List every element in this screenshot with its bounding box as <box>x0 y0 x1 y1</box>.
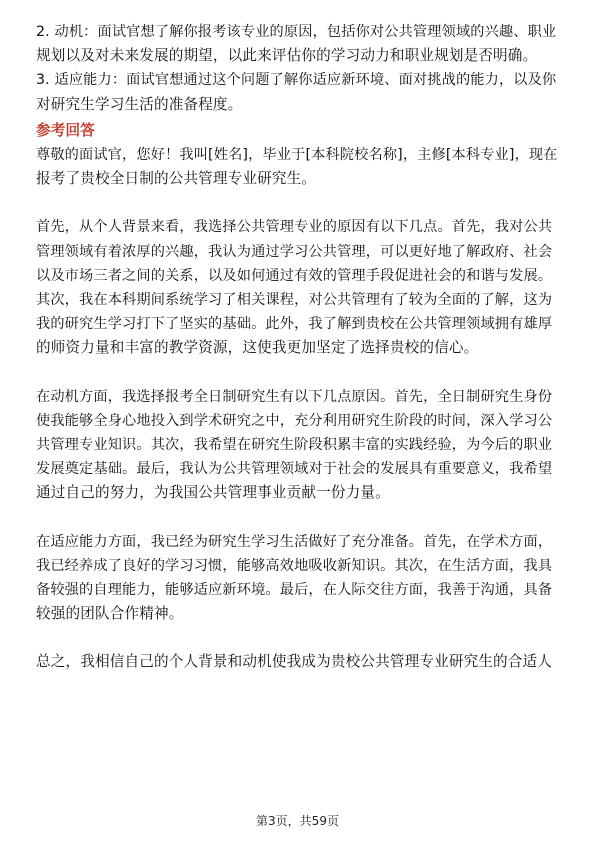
text-line: 共管理专业知识。其次，我希望在研究生阶段积累丰富的实践经验，为今后的职业 <box>36 437 553 454</box>
document-body <box>36 20 558 675</box>
text-line: 管理领域有着浓厚的兴趣，我认为通过学习公共管理，可以更好地了解政府、社会 <box>36 243 553 260</box>
text-line: 我已经养成了良好的学习习惯，能够高效地吸收新知识。其次，在生活方面，我具 <box>36 557 553 574</box>
intro-point-adaptability <box>36 68 558 116</box>
text-line: 报考了贵校全日制的公共管理专业研究生。 <box>36 170 317 188</box>
text-line: 使我能够全身心地投入到学术研究之中，充分利用研究生阶段的时间，深入学习公 <box>36 412 553 429</box>
page-number-footer: 第3页，共59页 <box>256 814 339 828</box>
text-line: 尊敬的面试官，您好！我叫[姓名]，毕业于[本科院校名称]，主修[本科专业]，现在 <box>36 147 558 164</box>
greeting-paragraph <box>36 143 558 191</box>
text-line: 规划以及对未来发展的期望，以此来评估你的学习动力和职业规划是否明确。 <box>36 47 538 65</box>
text-line: 的师资力量和丰富的教学资源，这使我更加坚定了选择贵校的信心。 <box>36 339 479 357</box>
answer-heading: 参考回答 <box>36 121 95 139</box>
text-line: 备较强的自理能力，能够适应新环境。最后，在人际交往方面，我善于沟通，具备 <box>36 582 553 599</box>
text-line: 2. 动机：面试官想了解你报考该专业的原因，包括你对公共管理领域的兴趣、职业 <box>36 24 557 40</box>
text-line: 以及市场三者之间的关系，以及如何通过有效的管理手段促进社会的和谐与发展。 <box>36 267 553 284</box>
conclusion-paragraph <box>36 650 558 674</box>
text-line: 在适应能力方面，我已经为研究生学习生活做好了充分准备。首先，在学术方面， <box>36 533 553 550</box>
text-line: 较强的团队合作精神。 <box>36 605 184 623</box>
text-line: 我的研究生学习打下了坚实的基础。此外，我了解到贵校在公共管理领域拥有雄厚 <box>36 316 553 333</box>
background-paragraph <box>36 215 558 360</box>
text-line: 总之，我相信自己的个人背景和动机使我成为贵校公共管理专业研究生的合适人 <box>36 653 553 671</box>
text-line: 其次，我在本科期间系统学习了相关课程，对公共管理有了较为全面的了解，这为 <box>36 292 553 309</box>
text-line: 发展奠定基础。最后，我认为公共管理领域对于社会的发展具有重要意义，我希望 <box>36 461 553 478</box>
adaptability-paragraph <box>36 530 558 627</box>
motivation-paragraph <box>36 385 558 506</box>
text-line: 通过自己的努力，为我国公共管理事业贡献一份力量。 <box>36 484 390 502</box>
text-line: 首先，从个人背景来看，我选择公共管理专业的原因有以下几点。首先，我对公共 <box>36 219 553 236</box>
text-line: 3. 适应能力：面试官想通过这个问题了解你适应新环境、面对挑战的能力，以及你 <box>36 72 557 89</box>
text-line: 在动机方面，我选择报考全日制研究生有以下几点原因。首先，全日制研究生身份 <box>36 388 553 405</box>
intro-point-motivation <box>36 20 558 68</box>
text-line: 对研究生学习生活的准备程度。 <box>36 95 243 113</box>
